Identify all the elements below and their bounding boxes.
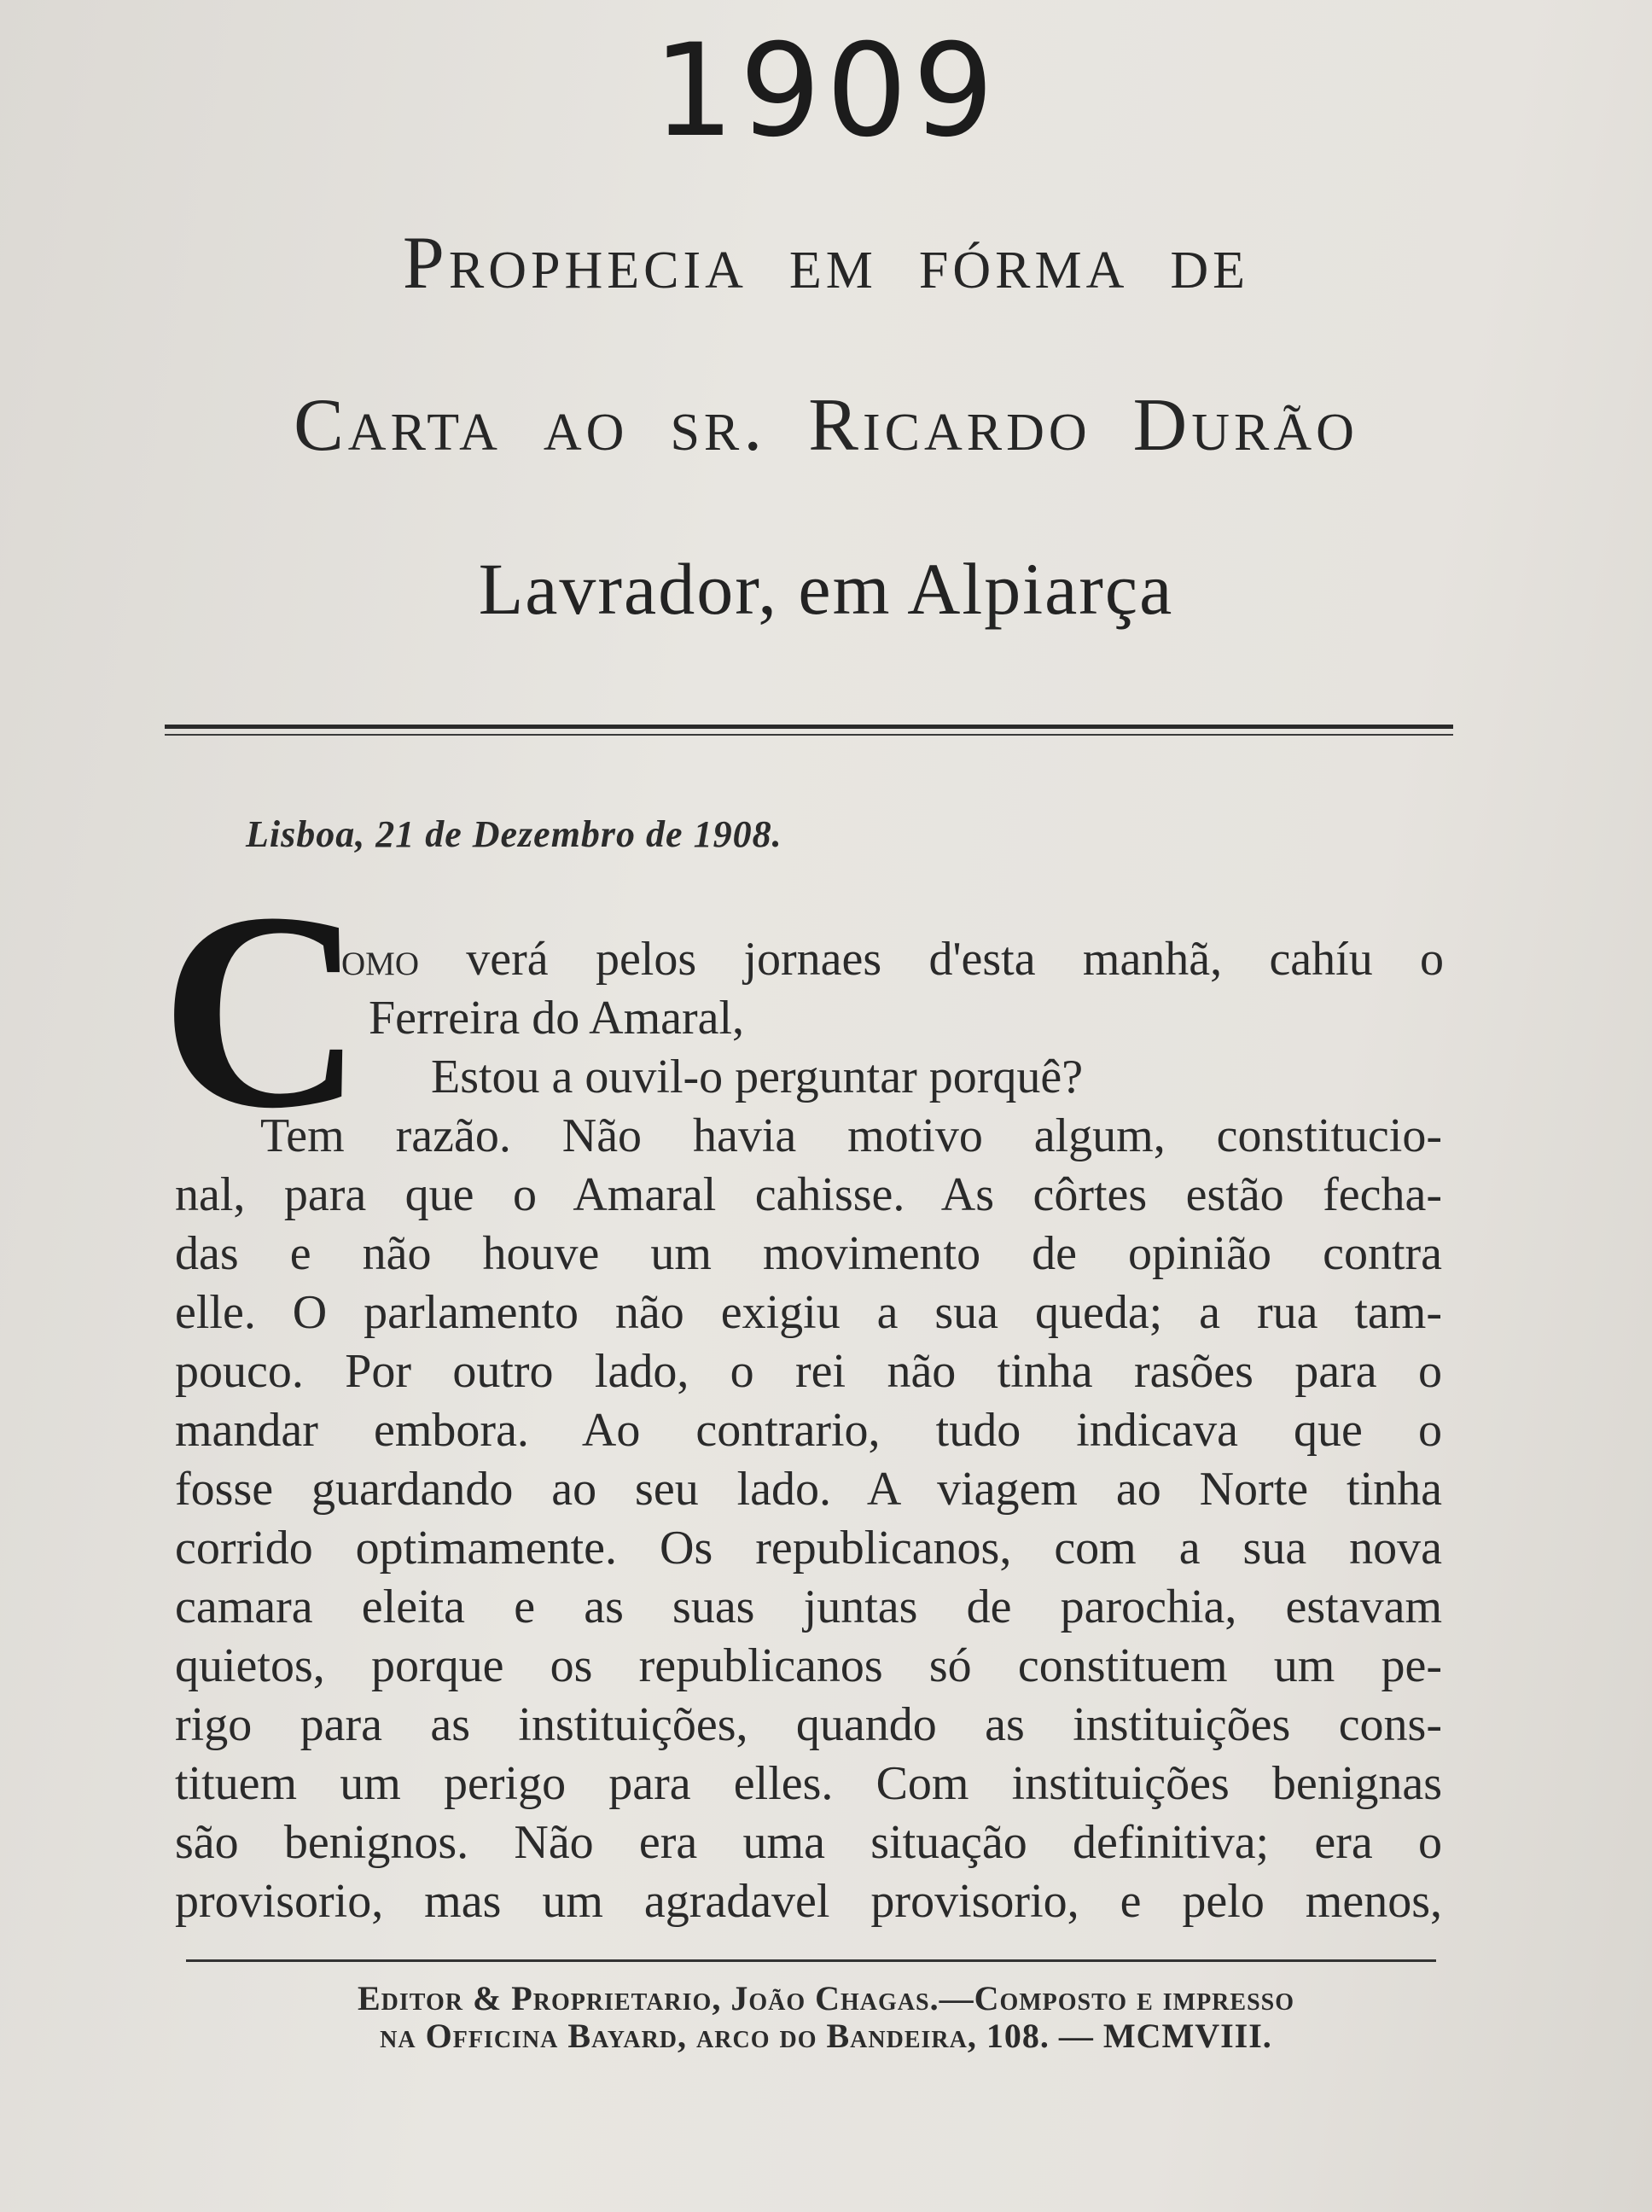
drop-cap: C: [160, 855, 364, 1167]
footer-rule: [186, 1959, 1436, 1962]
footer-imprint-line-1: Editor & Proprietario, João Chagas.—Composto e impresso: [358, 1979, 1294, 2017]
body-line: [341, 930, 1444, 989]
body-line: corrido optimamente. Os republicanos, com a sua nova: [175, 1522, 1442, 1575]
body-line: rigo para as instituições, quando as instituições cons-: [175, 1698, 1442, 1751]
divider-rule: [165, 725, 1453, 729]
body-line: pouco. Por outro lado, o rei não tinha rasões para o: [175, 1345, 1442, 1398]
body-line: fosse guardando ao seu lado. A viagem ao Norte tinha: [175, 1463, 1442, 1516]
body-line: elle. O parlamento não exigiu a sua queda; a rua tam-: [175, 1286, 1442, 1339]
title-line-1: Prophecia em fórma de: [402, 222, 1250, 305]
body-line: tituem um perigo para elles. Com instituições benignas: [175, 1757, 1442, 1810]
first-line-rest: verá pelos jornaes d'esta manhã, cahíu o: [419, 933, 1444, 986]
footer-imprint-line-2: na Officina Bayard, arco do Bandeira, 108. — MCMVIII.: [380, 2017, 1272, 2055]
body-line: Estou a ouvil-o perguntar porquê?: [431, 1051, 1084, 1103]
divider-rule-thin: [165, 734, 1453, 736]
body-line: Ferreira do Amaral,: [369, 992, 745, 1045]
first-word: omo: [341, 933, 420, 986]
body-line: são benignos. Não era uma situação definitiva; era o: [175, 1816, 1442, 1869]
dateline: Lisboa, 21 de Dezembro de 1908.: [246, 813, 782, 855]
subtitle: Lavrador, em Alpiarça: [478, 548, 1174, 630]
body-line: mandar embora. Ao contrario, tudo indicava que o: [175, 1404, 1442, 1457]
body-line: Tem razão. Não havia motivo algum, constitucio-: [260, 1109, 1442, 1162]
body-line: provisorio, mas um agradavel provisorio, e pelo menos,: [175, 1875, 1442, 1928]
body-line: quietos, porque os republicanos só constituem um pe-: [175, 1639, 1442, 1692]
body-line: camara eleita e as suas juntas de parochia, estavam: [175, 1580, 1442, 1633]
title-line-2: Carta ao sr. Ricardo Durão: [294, 384, 1358, 467]
body-line: nal, para que o Amaral cahisse. As côrtes estão fecha-: [175, 1168, 1442, 1221]
year-heading: 1909: [653, 17, 999, 166]
body-line: das e não houve um movimento de opinião contra: [175, 1227, 1442, 1280]
